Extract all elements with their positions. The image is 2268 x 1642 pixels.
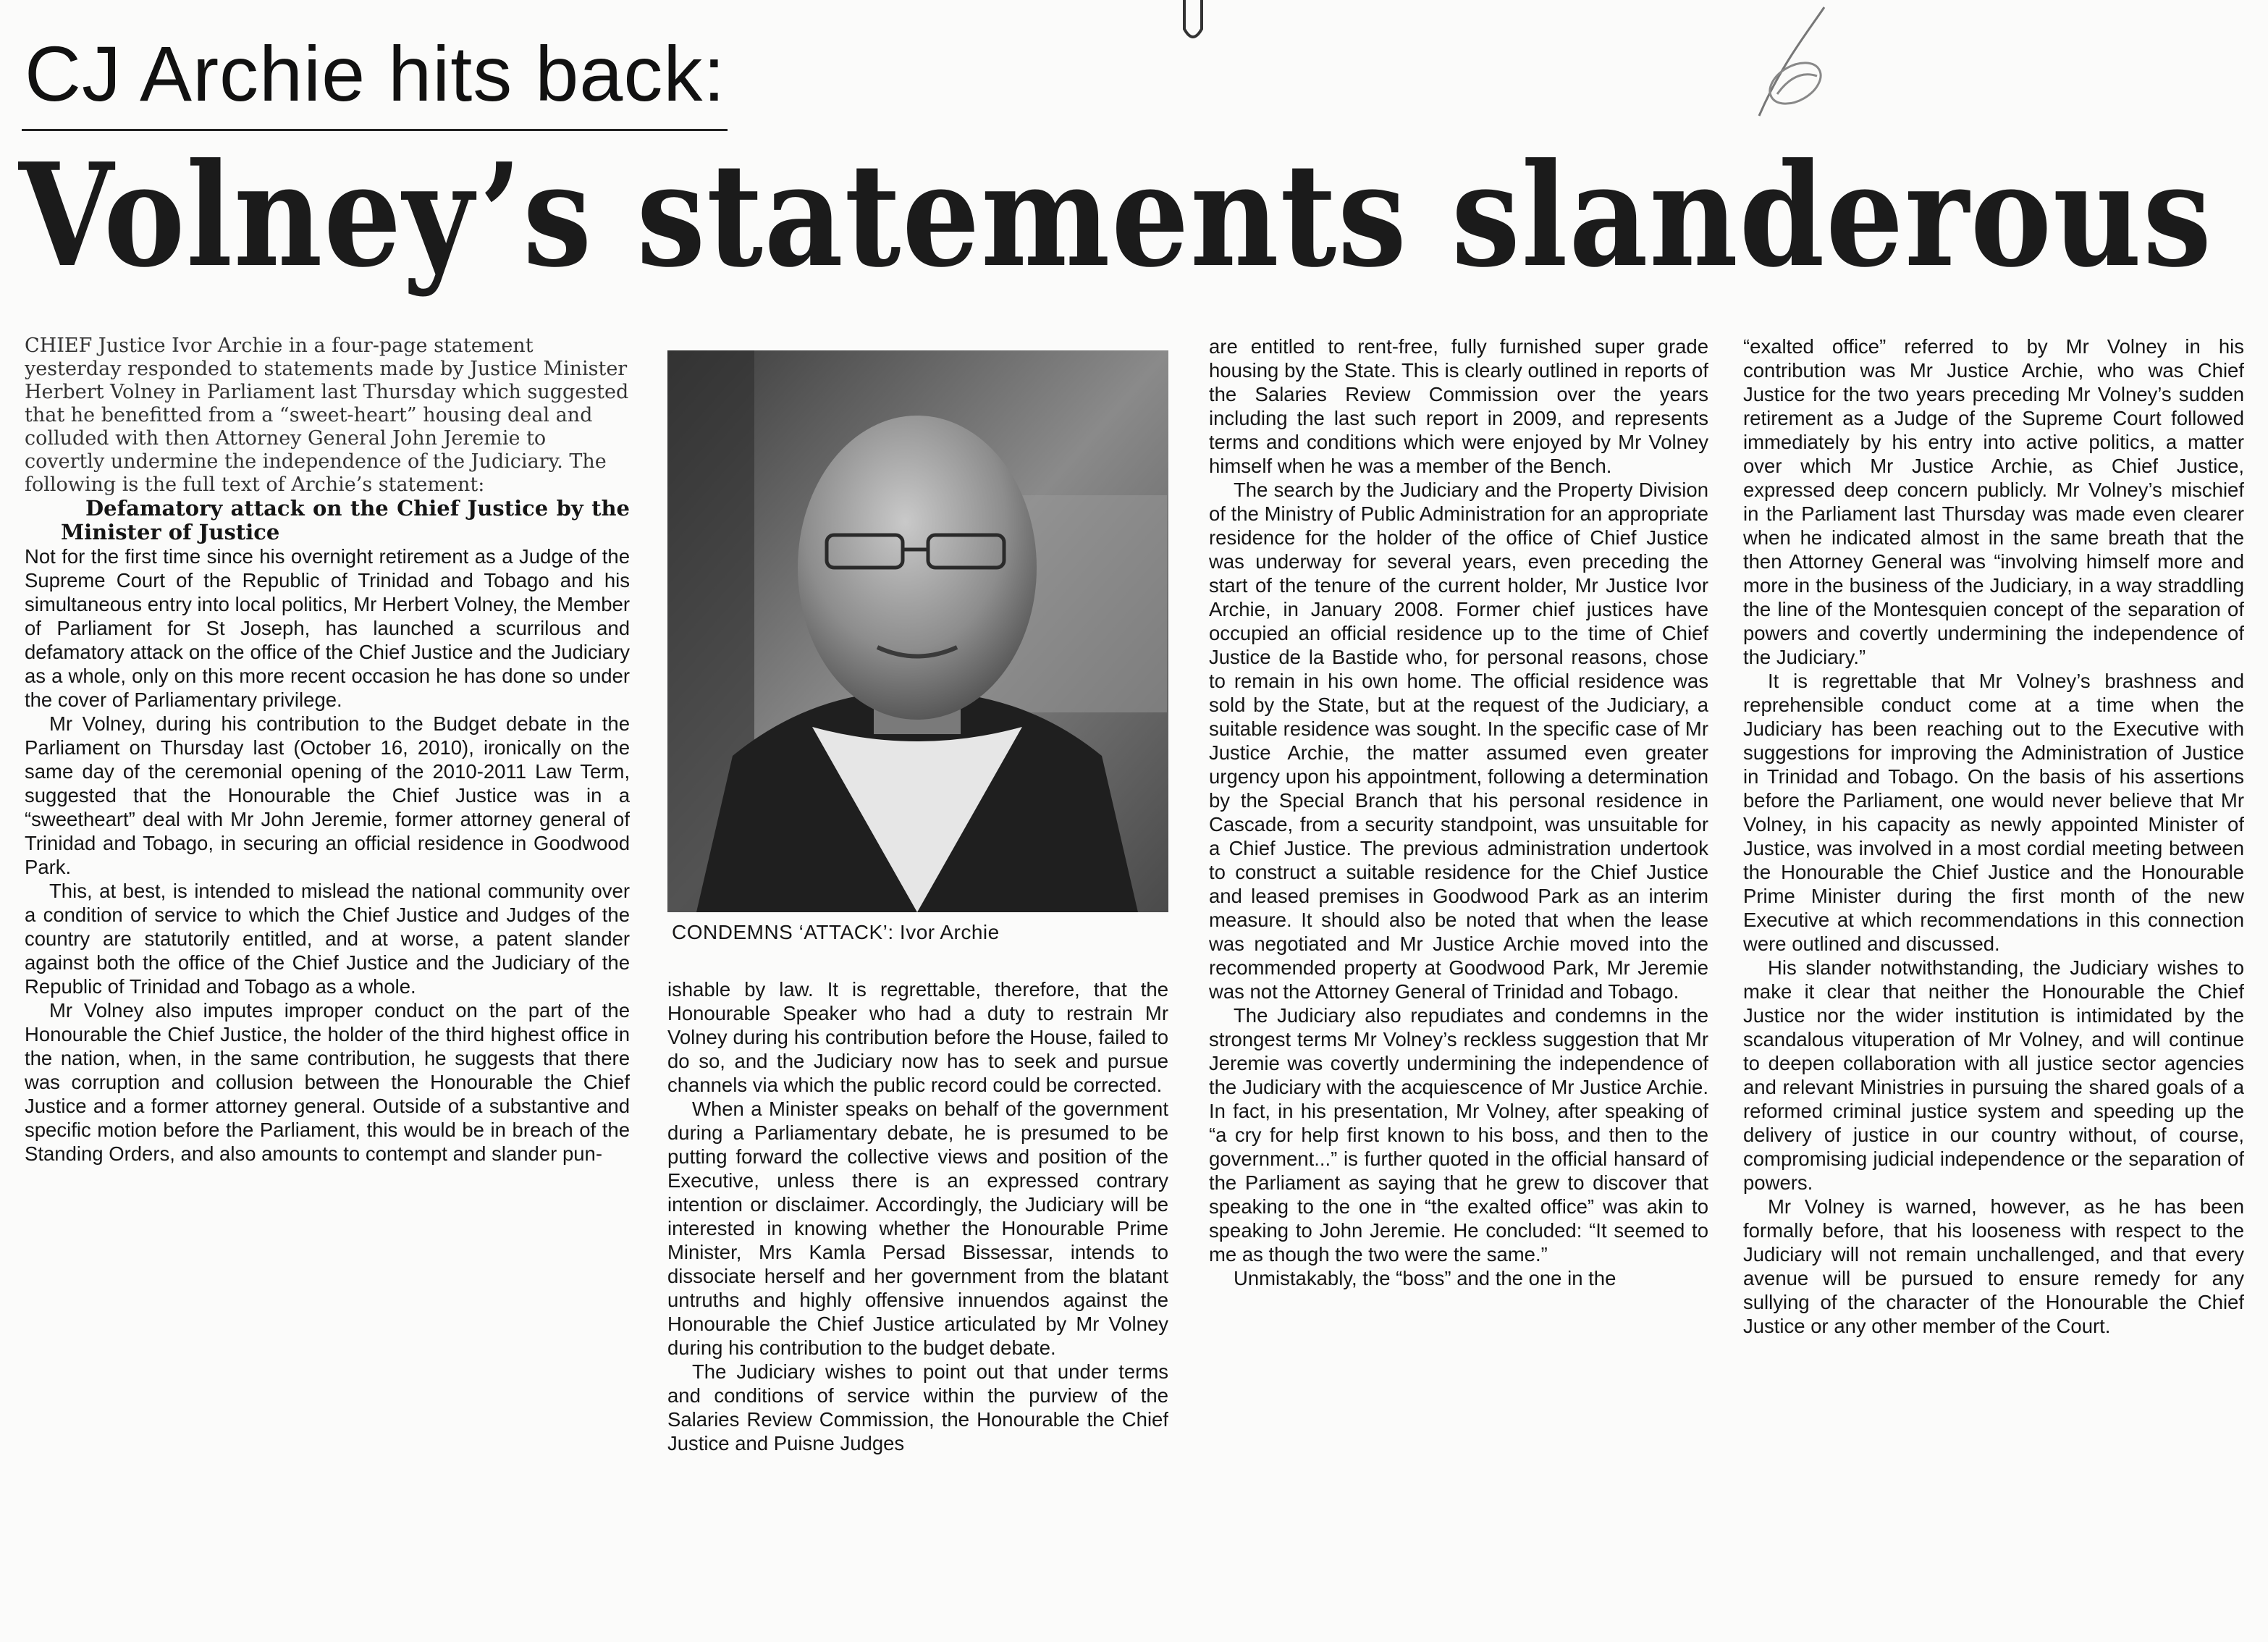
- paragraph: The search by the Judiciary and the Property Division of the Ministry of Public Administration for an appropriate residence for the holder of the office of Chief Justice was underway for several years, even preceding the start of the tenure of the current holder, Mr Justice Ivor Archie, in January 2008. Former chief justices have occupied an official residence up to the time of Chief Justice de la Bastide who, for personal reasons, chose to remain in his own home. The official residence was sold by the State, but at the request of the Judiciary, a suitable residence was sought. In the specific case of Mr Justice Archie, the matter assumed even greater urgency upon his appointment, following a determination by the Special Branch that his personal residence in Cascade, from a security standpoint, was unsuitable for a Chief Justice. The previous administration undertook to construct a suitable residence for the Chief Justice and leased premises in Goodwood Park as an interim measure. It should also be noted that when the lease was negotiated and Mr Justice Archie moved into the recommended property at Goodwood Park, Mr Jeremie was not the Attorney General of Trinidad and Tobago.: [1209, 479, 1708, 1003]
- kicker-underline: [22, 129, 728, 131]
- paragraph: ishable by law. It is regrettable, therefore, that the Honourable Speaker who had a duty to restrain Mr Volney during his contribution before the House, failed to do so, and the Judiciary now has to seek and pursue channels via which the public record could be corrected.: [667, 978, 1168, 1096]
- handwritten-scribble-icon: [1737, 0, 1868, 138]
- paragraph: Mr Volney is warned, however, as he has been formally before, that his looseness with respect to the Judiciary will not remain unchallenged, and that every avenue will be pursued to ensure remedy for any sullying of the character of the Honourable the Chief Justice or any other member of the Court.: [1743, 1195, 2244, 1337]
- article-subhead: Defamatory attack on the Chief Justice by the Minister of Justice: [61, 496, 630, 544]
- article-column-1: [25, 334, 630, 1565]
- article-column-3: [1209, 334, 1708, 1565]
- paragraph: When a Minister speaks on behalf of the government during a Parliamentary debate, he is presumed to be putting forward the collective views and position of the Executive, unless there is an expressed contrary intention or disclaimer. Accordingly, the Judiciary will be interested in knowing whether the Honourable Prime Minister, Mrs Kamla Persad Bissessar, intends to dissociate herself and her government from the blatant untruths and highly offensive innuendos against the Honourable the Chief Justice articulated by Mr Volney during his contribution to the budget debate.: [667, 1098, 1168, 1359]
- paragraph: Mr Volney also imputes improper conduct on the part of the Honourable the Chief Justice, the holder of the third highest office in the nation, when, in the same contribution, he suggests that there was corruption and collusion between the Honourable the Chief Justice and a former attorney general. Outside of a substantive and specific motion before the Parliament, this would be in breach of the Standing Orders, and also amounts to contempt and slander pun-: [25, 999, 630, 1165]
- intro-text: CHIEF Justice Ivor Archie in a four-page statement yesterday responded to statements made by Justice Minister Herbert Volney in Parliament last Thursday which suggested that he benefitted from a “sweet-heart” housing deal and colluded with then Attorney General John Jeremie to covertly undermine the independence of the Judiciary. The following is the full text of Archie’s statement:: [25, 334, 629, 496]
- kicker-headline: CJ Archie hits back:: [25, 30, 726, 117]
- portrait-image: [667, 350, 1168, 912]
- paragraph: His slander notwithstanding, the Judiciary wishes to make it clear that neither the Honourable the Chief Justice nor the wider institution is intimidated by the scandalous vituperation of Mr Volney, and will continue to deepen collaboration with all justice sector agencies and relevant Ministries in pursuing the shared goals of a reformed criminal justice system and speeding up the delivery of justice in our country without, of course, compromising judicial independence or the separation of powers.: [1743, 956, 2244, 1194]
- intro-paragraph: [25, 334, 630, 497]
- paragraph: This, at best, is intended to mislead the national community over a condition of service to which the Chief Justice and Judges of the country are statutorily entitled, and at worse, a patent slander against both the office of the Chief Justice and the Judiciary of the Republic of Trinidad and Tobago as a whole.: [25, 880, 630, 998]
- paragraph: It is regrettable that Mr Volney’s brashness and reprehensible conduct come at a time when the Judiciary has been reaching out to the Executive with suggestions for improving the Administration of Justice in Trinidad and Tobago. On the basis of his assertions before the Parliament, one would never believe that Mr Volney, in his capacity as newly appointed Minister of Justice, was involved in a most cordial meeting between the Honourable the Chief Justice and the Honourable Prime Minister during the first month of the new Executive at which recommendations in this connection were outlined and discussed.: [1743, 670, 2244, 955]
- paragraph: “exalted office” referred to by Mr Volney in his contribution was Mr Justice Archie, who was Chief Justice for the two years preceding Mr Volney’s sudden retirement as a Judge of the Supreme Court followed immediately by his entry into active politics, a matter over which Mr Justice Archie, as Chief Justice, expressed deep concern publicly. Mr Volney’s mischief in the Parliament last Thursday was made even clearer when he indicated almost in the same breath that the then Attorney General was “involving himself more and more in the business of the Judiciary, in a way straddling the line of the Montesquien concept of the separation of powers and covertly undermining the independence of the Judiciary.”: [1743, 335, 2244, 668]
- paragraph: Mr Volney, during his contribution to the Budget debate in the Parliament on Thursday last (October 16, 2010), ironically on the same day of the ceremonial opening of the 2010-2011 Law Term, suggested that the Honourable the Chief Justice was in a “sweetheart” deal with Mr John Jeremie, former attorney general of Trinidad and Tobago, in securing an official residence in Goodwood Park.: [25, 712, 630, 878]
- photo-caption: CONDEMNS ‘ATTACK’: Ivor Archie: [672, 921, 1000, 943]
- article-column-4: [1743, 334, 2244, 1565]
- staple-mark: [1171, 0, 1215, 51]
- paragraph: The Judiciary also repudiates and condemns in the strongest terms Mr Volney’s reckless suggestion that Mr Jeremie was covertly undermining the independence of the Judiciary with the acquiescence of Mr Justice Archie. In fact, in his presentation, Mr Volney, after speaking of “a cry for help first known to his boss, and then to the government...” is further quoted in the official hansard of the Parliament as saying that he grew to discover that speaking to the one in “the exalted office” was akin to speaking to John Jeremie. He concluded: “It seemed to me as though the two were the same.”: [1209, 1004, 1708, 1266]
- main-headline: Volney’s statements slanderous: [19, 132, 2213, 299]
- paragraph: Not for the first time since his overnight retirement as a Judge of the Supreme Court of the Republic of Trinidad and Tobago and his simultaneous entry into local politics, Mr Herbert Volney, the Member of Parliament for St Joseph, has launched a scurrilous and defamatory attack on the office of the Chief Justice and the Judiciary as a whole, only on this more recent occasion he has done so under the cover of Parliamentary privilege.: [25, 545, 630, 711]
- paragraph: are entitled to rent-free, fully furnished super grade housing by the State. This is clearly outlined in reports of the Salaries Review Commission over the years including the last such report in 2009, and represents terms and conditions which were enjoyed by Mr Volney himself when he was a member of the Bench.: [1209, 335, 1708, 477]
- portrait-photo: [667, 350, 1168, 912]
- article-column-2: [667, 977, 1168, 1571]
- paragraph: The Judiciary wishes to point out that under terms and conditions of service within the purview of the Salaries Review Commission, the Honourable the Chief Justice and Puisne Judges: [667, 1360, 1168, 1454]
- paragraph: Unmistakably, the “boss” and the one in the: [1234, 1267, 1616, 1289]
